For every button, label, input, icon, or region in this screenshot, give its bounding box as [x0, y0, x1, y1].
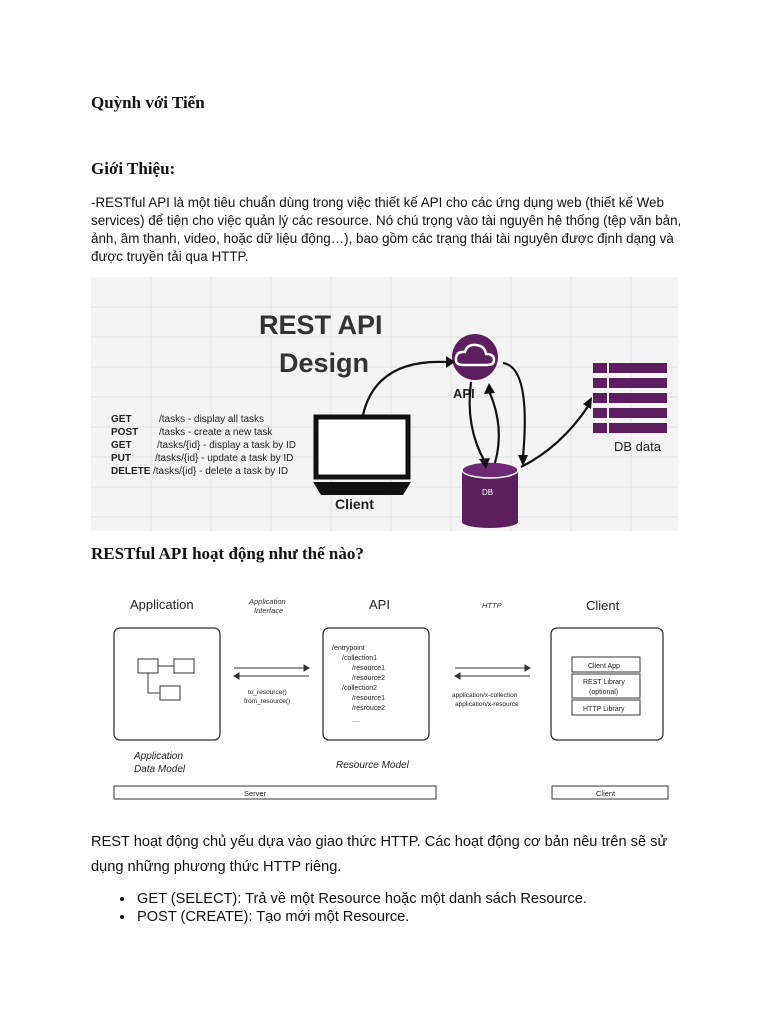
api-column-label: API	[369, 597, 390, 612]
route-desc: /tasks - create a new task	[159, 427, 273, 438]
client-bar-label: Client	[596, 789, 616, 798]
http-label: HTTP	[482, 601, 502, 610]
document-author: Quỳnh với Tiến	[91, 93, 205, 112]
http-methods-list	[113, 890, 725, 926]
application-label: Application	[130, 597, 194, 612]
intro-paragraph: -RESTful API là một tiêu chuẩn dùng trong việc thiết kế API cho các ứng dụng web (thiết kế Web services) để tiện cho việc quản lý các resource. Nó chú trọng vào tài nguyên hệ thống (tệp văn bản, ảnh, âm thanh, video, hoặc dữ liệu động…), bao gồm các trạng thái tài nguyên được định dạng và được truyền tải qua HTTP.	[91, 195, 682, 264]
application-box	[114, 628, 220, 740]
client-app-label: Client App	[588, 663, 620, 670]
route-desc: /tasks/{id} - update a task by ID	[155, 453, 294, 464]
rest-architecture-figure	[110, 588, 670, 806]
route-method: GET	[111, 414, 132, 425]
rest-paragraph: REST hoạt động chủ yếu dựa vào giao thức HTTP. Các hoạt động cơ bản nêu trên sẽ sử dụng những phương thức HTTP riêng.	[91, 834, 668, 875]
app-interface-text-line2: Interface	[254, 606, 284, 615]
route-method: GET	[111, 440, 132, 451]
rest-api-design-figure	[91, 277, 678, 531]
list-item: • GET (SELECT): Trả về một Resource hoặc một danh sách Resource.	[135, 890, 725, 908]
mime-resource-label: application/x-resource	[455, 701, 519, 708]
from-resource-label: from_resource()	[244, 698, 291, 705]
route-desc: /tasks/{id} - delete a task by ID	[153, 466, 289, 477]
api-line: ....	[352, 717, 360, 724]
route-method: PUT	[111, 453, 131, 464]
api-label: API	[453, 386, 475, 401]
api-line: /entrypoint	[332, 645, 365, 652]
client-column-label: Client	[586, 598, 620, 613]
route-desc: /tasks/{id} - display a task by ID	[157, 440, 296, 451]
how-heading: RESTful API hoạt động như thế nào?	[91, 544, 364, 563]
client-label: Client	[335, 496, 374, 512]
resource-model-label: Resource Model	[336, 760, 409, 771]
db-data-dividers	[607, 363, 609, 433]
figure1-title-line2: Design	[279, 348, 370, 378]
db-data-label: DB data	[614, 439, 661, 454]
to-resource-label: to_resource()	[248, 689, 287, 696]
app-interface-label	[248, 597, 288, 615]
route-method: POST	[111, 427, 139, 438]
app-data-model-line1: Application	[134, 751, 183, 762]
list-item: • POST (CREATE): Tạo mới một Resource.	[135, 908, 725, 926]
api-line: /collection1	[342, 655, 378, 662]
mime-collection-label: application/x-collection	[452, 692, 518, 699]
api-line: /collection2	[342, 685, 378, 692]
rest-library-optional-label: (optional)	[589, 689, 619, 696]
route-method: DELETE	[111, 466, 151, 477]
route-desc: /tasks - display all tasks	[159, 414, 265, 425]
app-data-model-line2: Data Model	[134, 764, 186, 775]
api-line: /resource2	[352, 675, 386, 682]
server-bar	[114, 786, 436, 799]
figure1-title-line1: REST API	[259, 310, 383, 340]
rest-library-label: REST Library	[583, 679, 625, 686]
server-bar-label: Server	[244, 789, 267, 798]
intro-heading: Giới Thiệu:	[91, 159, 176, 178]
http-library-label: HTTP Library	[583, 706, 625, 713]
api-line: /resrouce2	[352, 705, 386, 712]
laptop-icon	[313, 417, 411, 495]
cloud-icon	[452, 334, 498, 380]
api-line: /resource1	[352, 665, 386, 672]
app-interface-text: Application	[249, 597, 286, 606]
db-label: DB	[482, 488, 494, 497]
api-line: /resource1	[352, 695, 386, 702]
